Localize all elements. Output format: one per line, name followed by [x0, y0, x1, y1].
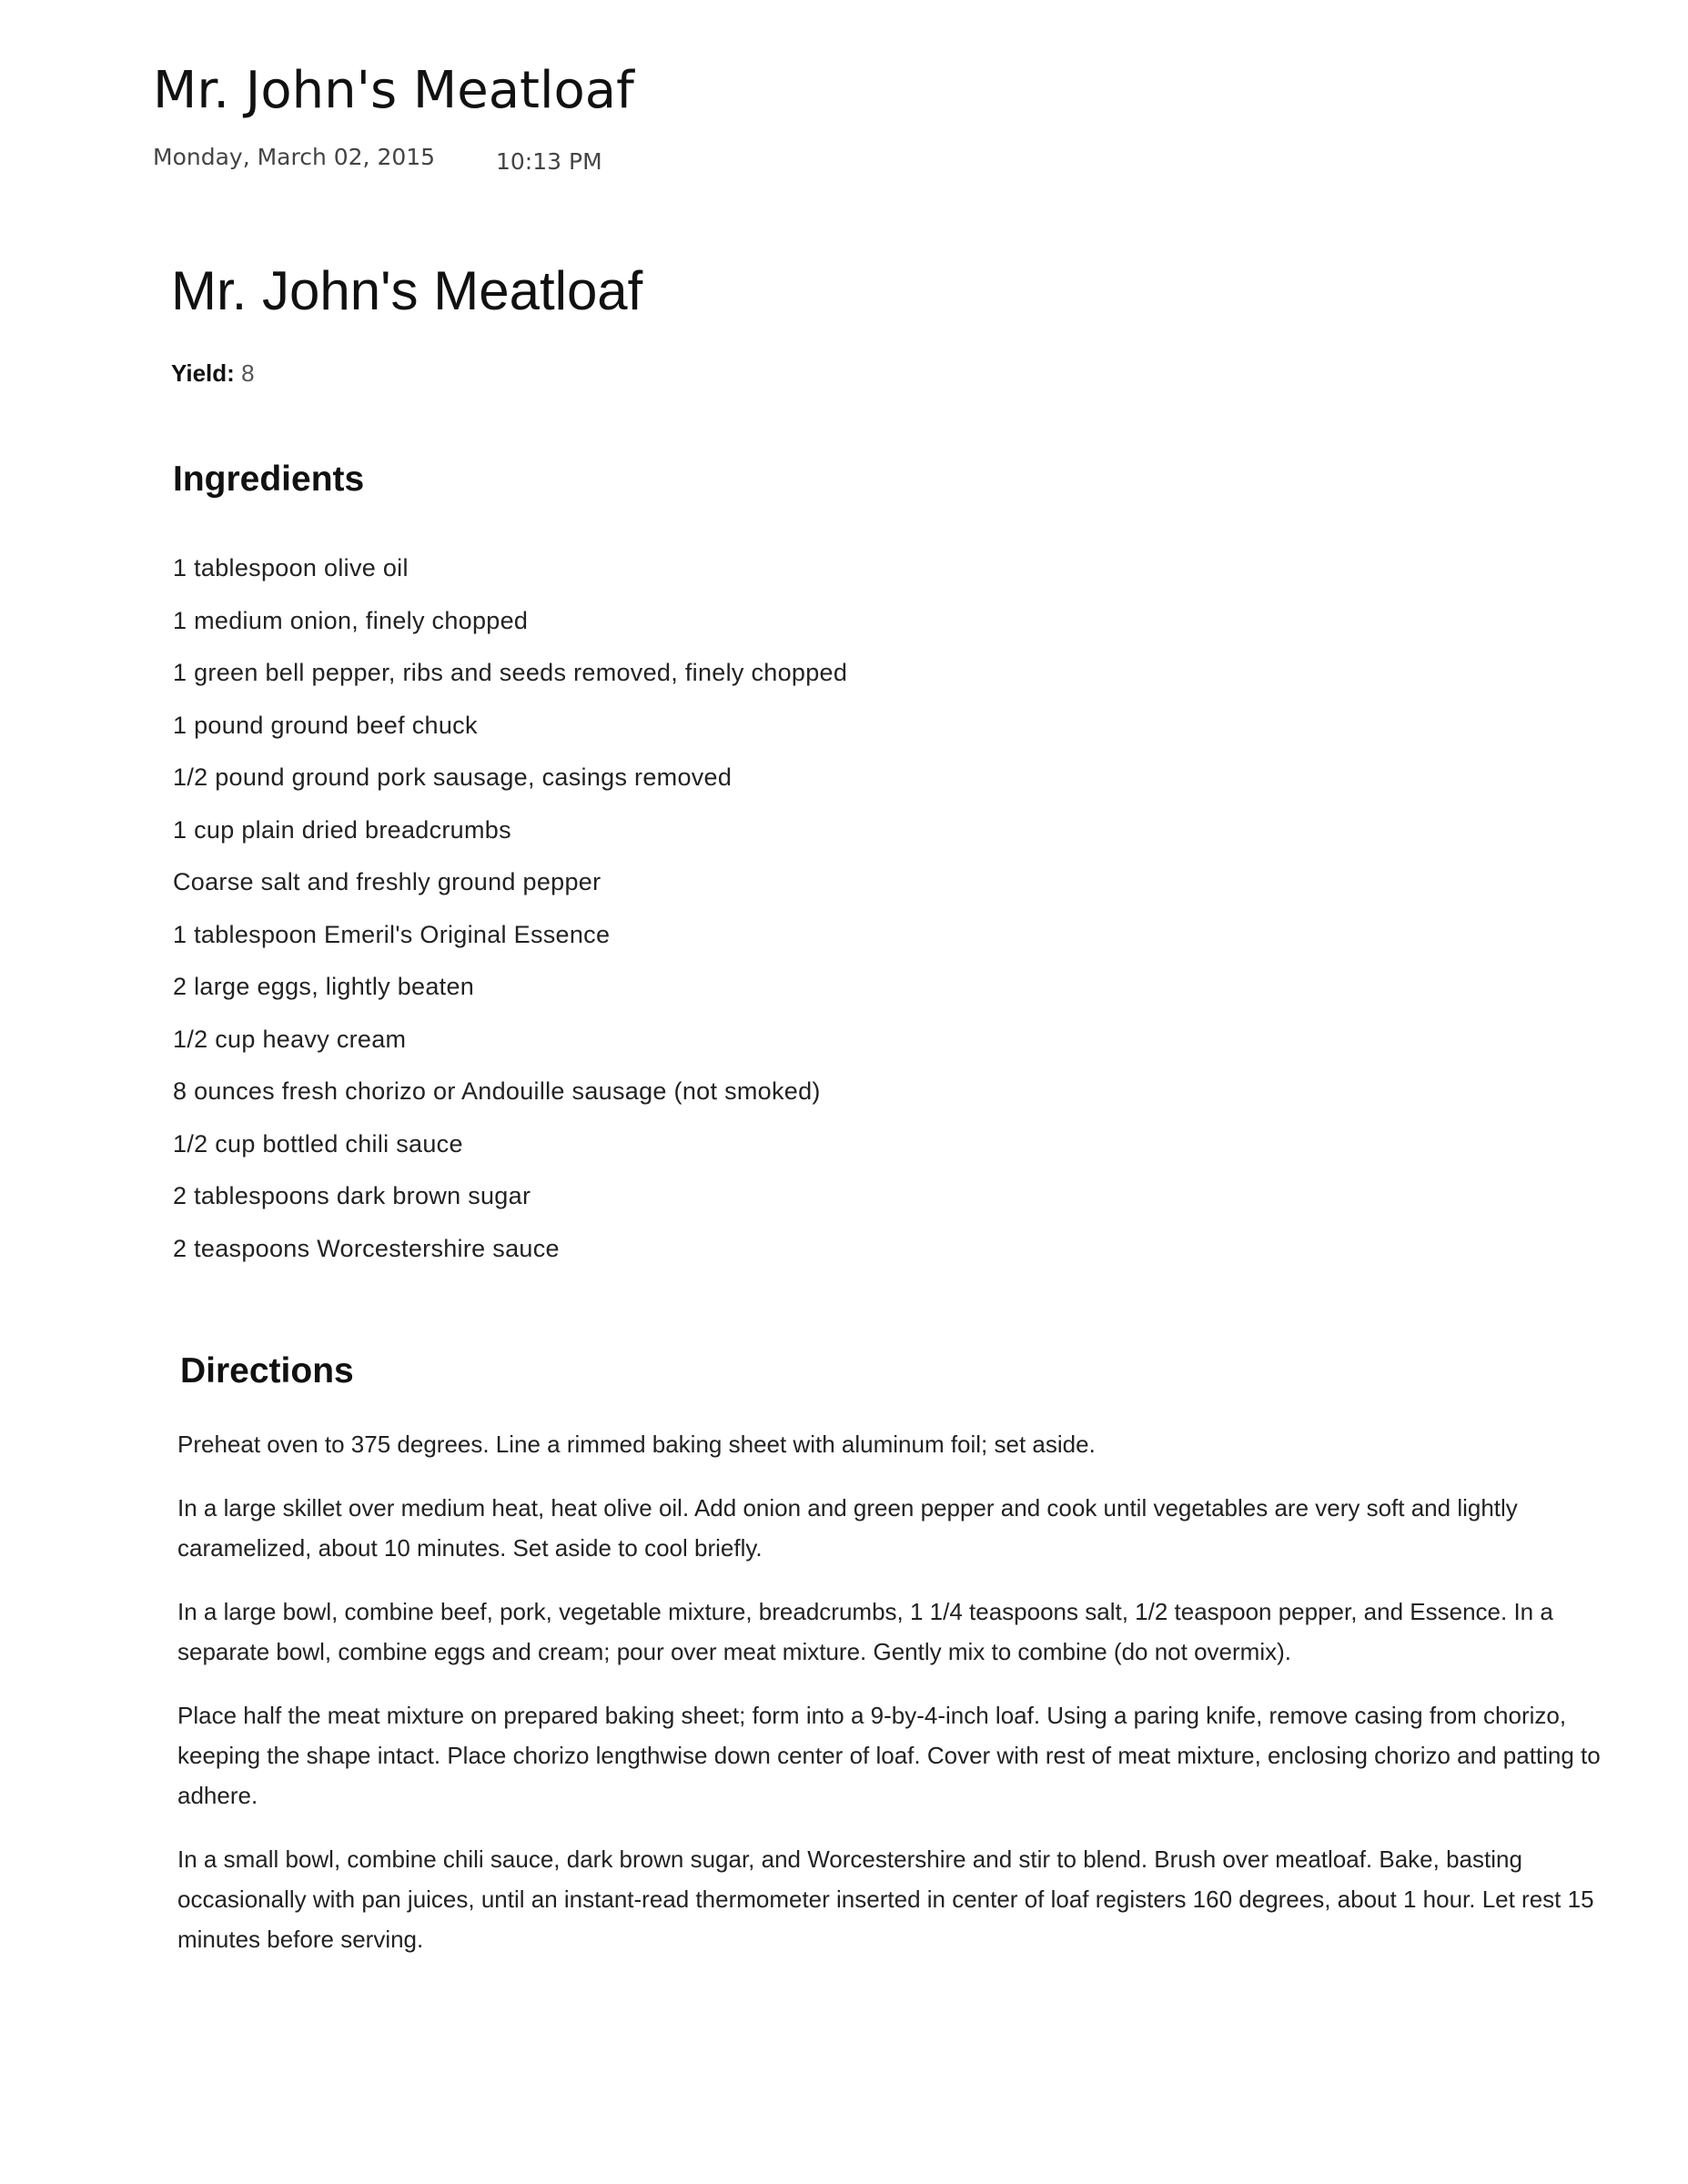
ingredient-item: 1 medium onion, finely chopped	[173, 606, 529, 634]
ingredient-item: 1 tablespoon Emeril's Original Essence	[173, 920, 611, 948]
direction-step: In a large bowl, combine beef, pork, vegetable mixture, breadcrumbs, 1 1/4 teaspoons salt, 1/2 teaspoon pepper, and Essence. In a separate bowl, combine eggs and cream; pour over meat mixture. Gently mix to combine (do not overmix).	[177, 1598, 1553, 1665]
ingredient-item: 8 ounces fresh chorizo or Andouille sausage (not smoked)	[173, 1077, 821, 1105]
page-time: 10:13 PM	[496, 148, 602, 175]
recipe-title: Mr. John's Meatloaf	[171, 260, 643, 321]
direction-step: Preheat oven to 375 degrees. Line a rimmed baking sheet with aluminum foil; set aside.	[177, 1431, 1096, 1458]
page-title: Mr. John's Meatloaf	[153, 61, 634, 120]
direction-step: In a large skillet over medium heat, heat olive oil. Add onion and green pepper and cook until vegetables are very soft and lightly caramelized, about 10 minutes. Set aside to cool briefly.	[177, 1494, 1518, 1562]
yield-label: Yield:	[171, 359, 235, 387]
yield-value: 8	[241, 359, 255, 387]
ingredients-heading: Ingredients	[173, 460, 365, 499]
direction-step: Place half the meat mixture on prepared baking sheet; form into a 9-by-4-inch loaf. Using a paring knife, remove casing from chorizo, keeping the shape intact. Place chorizo lengthwise down center of loaf. Cover with rest of meat mixture, enclosing chorizo and patting to adhere.	[177, 1702, 1601, 1809]
ingredient-item: 1 cup plain dried breadcrumbs	[173, 815, 511, 844]
recipe-yield	[171, 359, 255, 388]
directions-list	[177, 1424, 1633, 1983]
ingredient-item: Coarse salt and freshly ground pepper	[173, 868, 601, 895]
ingredient-item: 1 pound ground beef chuck	[173, 711, 478, 739]
ingredient-item: 1/2 pound ground pork sausage, casings removed	[173, 763, 733, 791]
ingredient-list	[173, 542, 847, 1275]
ingredient-item: 1/2 cup bottled chili sauce	[173, 1129, 463, 1158]
direction-step: In a small bowl, combine chili sauce, dark brown sugar, and Worcestershire and stir to blend. Brush over meatloaf. Bake, basting occasionally with pan juices, until an instant-read thermometer inserted in center of loaf registers 160 degrees, about 1 hour. Let rest 15 minutes before serving.	[177, 1845, 1594, 1953]
directions-heading: Directions	[180, 1351, 354, 1390]
ingredient-item: 1 tablespoon olive oil	[173, 554, 409, 581]
ingredient-item: 1 green bell pepper, ribs and seeds removed, finely chopped	[173, 659, 848, 686]
ingredient-item: 1/2 cup heavy cream	[173, 1025, 407, 1053]
page-date: Monday, March 02, 2015	[153, 144, 436, 170]
ingredient-item: 2 tablespoons dark brown sugar	[173, 1182, 531, 1209]
ingredient-item: 2 large eggs, lightly beaten	[173, 973, 475, 1000]
ingredient-item: 2 teaspoons Worcestershire sauce	[173, 1234, 560, 1262]
